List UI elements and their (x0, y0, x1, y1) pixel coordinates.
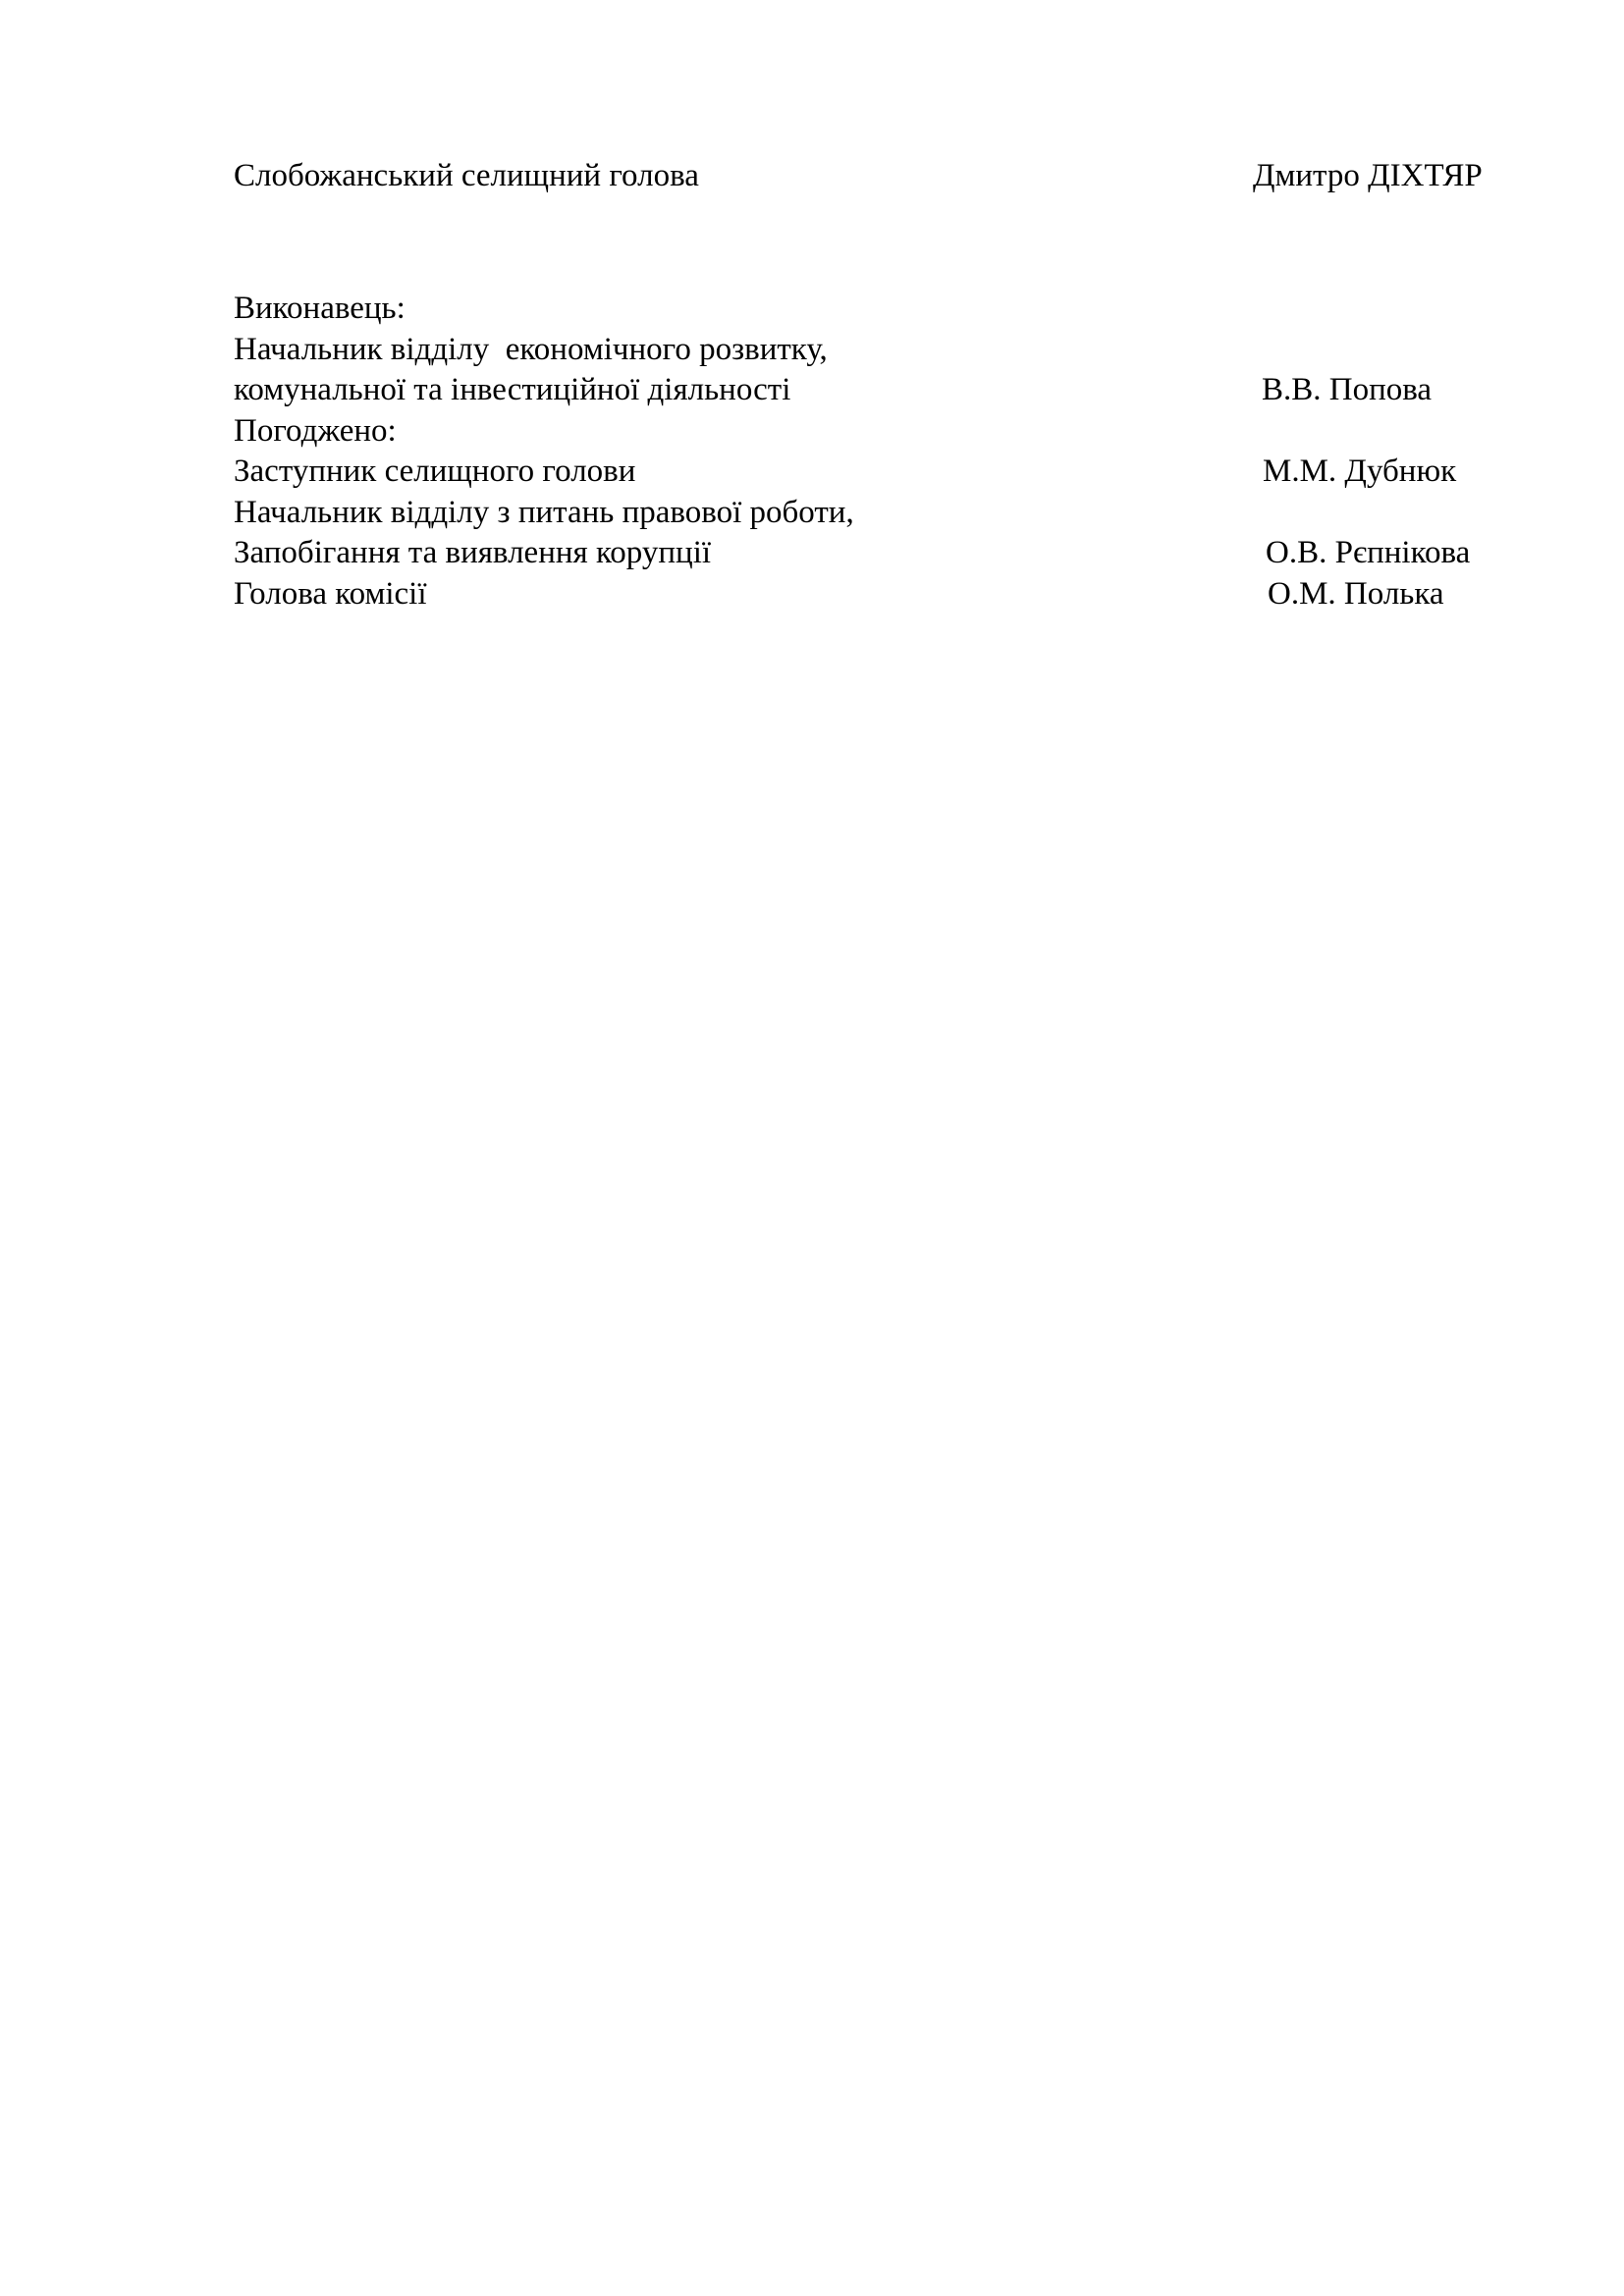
legal-position-line1: Начальник відділу з питань правової роботи, (234, 495, 854, 530)
deputy-name: М.М. Дубнюк (1263, 454, 1457, 489)
executor-name: В.В. Попова (1262, 372, 1433, 407)
head-name: Дмитро ДІХТЯР (1253, 158, 1483, 193)
executor-position-line2: комунальної та інвестиційної діяльності (234, 372, 791, 407)
approved-label: Погоджено: (234, 413, 397, 449)
executor-position-line1: Начальник відділу економічного розвитку, (234, 332, 828, 367)
commission-position: Голова комісії (234, 576, 427, 612)
legal-name: О.В. Рєпнікова (1266, 535, 1471, 570)
deputy-position: Заступник селищного голови (234, 454, 636, 489)
legal-position-line2: Запобігання та виявлення корупції (234, 535, 712, 570)
commission-name: О.М. Полька (1268, 576, 1444, 612)
executor-label: Виконавець: (234, 291, 406, 326)
head-position-title: Слобожанський селищний голова (234, 158, 699, 193)
